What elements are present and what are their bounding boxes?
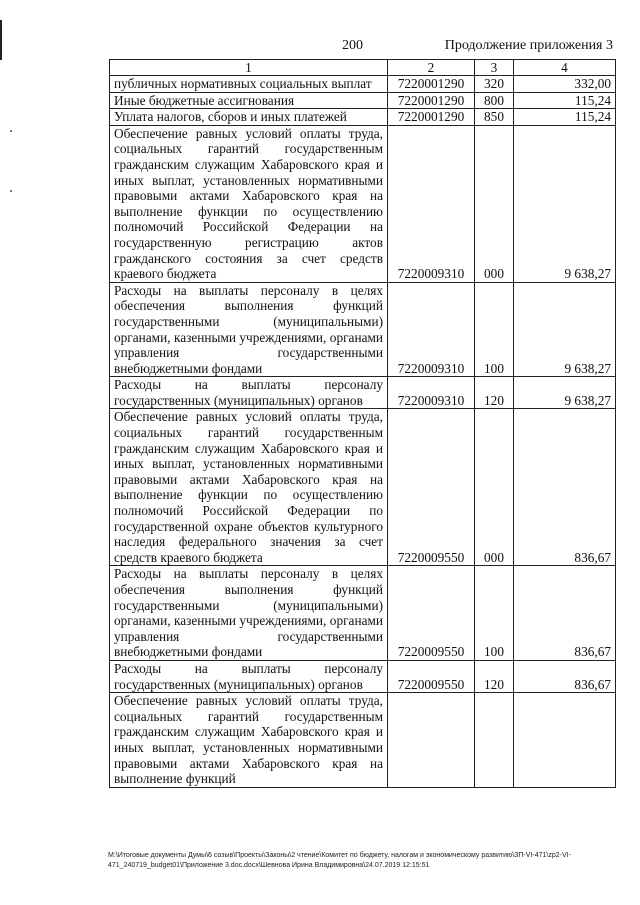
column-header: 2 — [388, 60, 475, 76]
scan-dot — [10, 190, 12, 192]
column-header: 4 — [514, 60, 616, 76]
target-code: 7220009550 — [388, 660, 475, 692]
amount — [514, 693, 616, 788]
expense-type-code: 850 — [475, 109, 514, 126]
expense-name: Расходы на выплаты персоналу в целях обеспечения выполнения функций государственными (муниципальными) органами, казенными учреждениями, органами управления государственными внебюджетными фондами — [110, 282, 388, 377]
amount: 9 638,27 — [514, 282, 616, 377]
target-code: 7220009310 — [388, 377, 475, 409]
table-row — [110, 125, 616, 282]
expense-type-code: 800 — [475, 92, 514, 109]
expense-name: Расходы на выплаты персоналу в целях обеспечения выполнения функций государственными (муниципальными) органами, казенными учреждениями, органами управления государственными внебюджетными фондами — [110, 566, 388, 661]
expense-type-code: 120 — [475, 377, 514, 409]
expense-name: Обеспечение равных условий оплаты труда, социальных гарантий государственным гражданским служащим Хабаровского края и иных выплат, установленных нормативными правовыми актами Хабаровского края на выполнение функции по осуществлению полномочий Российской Федерации на государственную регистрацию актов гражданского состояния за счет средств краевого бюджета — [110, 125, 388, 282]
expense-type-code: 000 — [475, 409, 514, 566]
table-row — [110, 693, 616, 788]
table-row — [110, 660, 616, 692]
amount: 9 638,27 — [514, 125, 616, 282]
table-row — [110, 109, 616, 126]
expense-type-code: 100 — [475, 282, 514, 377]
target-code — [388, 693, 475, 788]
table-row — [110, 409, 616, 566]
expense-name: Обеспечение равных условий оплаты труда, социальных гарантий государственным гражданским служащим Хабаровского края и иных выплат, установленных нормативными правовыми актами Хабаровского края на выполнение функций — [110, 693, 388, 788]
file-path-line: M:\Итоговые документы Думы\6 созыв\Проекты\Законы\2 чтение\Комитет по бюджету, налогам и экономическому развитию\ЗП-VI-471\zp2-VI- — [108, 852, 571, 859]
page-header — [108, 28, 613, 52]
expense-type-code: 320 — [475, 76, 514, 93]
appendix-continuation: Продолжение приложения 3 — [444, 38, 613, 53]
file-path-line: 471_240719_budget01\Приложение 3.doc.docx\Шевнова Ирина Владимировна\24.07.2019 12:15:51 — [108, 862, 430, 869]
scan-dot — [10, 130, 12, 132]
amount: 115,24 — [514, 109, 616, 126]
table-row — [110, 92, 616, 109]
expense-type-code: 120 — [475, 660, 514, 692]
expense-name: публичных нормативных социальных выплат — [110, 76, 388, 93]
page-number: 200 — [342, 38, 363, 53]
amount: 332,00 — [514, 76, 616, 93]
expense-name: Расходы на выплаты персоналу государственных (муниципальных) органов — [110, 377, 388, 409]
amount: 115,24 — [514, 92, 616, 109]
amount: 9 638,27 — [514, 377, 616, 409]
table-row — [110, 566, 616, 661]
target-code: 7220001290 — [388, 109, 475, 126]
expense-name: Расходы на выплаты персоналу государственных (муниципальных) органов — [110, 660, 388, 692]
table-row — [110, 282, 616, 377]
table-row — [110, 76, 616, 93]
target-code: 7220001290 — [388, 92, 475, 109]
target-code: 7220009310 — [388, 125, 475, 282]
amount: 836,67 — [514, 566, 616, 661]
expense-type-code: 100 — [475, 566, 514, 661]
expense-name: Уплата налогов, сборов и иных платежей — [110, 109, 388, 126]
file-path-footer — [108, 851, 618, 871]
target-code: 7220001290 — [388, 76, 475, 93]
table-row — [110, 377, 616, 409]
target-code: 7220009550 — [388, 409, 475, 566]
expense-type-code: 000 — [475, 125, 514, 282]
amount: 836,67 — [514, 409, 616, 566]
amount: 836,67 — [514, 660, 616, 692]
binding-edge-mark — [0, 20, 2, 60]
target-code: 7220009310 — [388, 282, 475, 377]
column-header: 1 — [110, 60, 388, 76]
budget-table — [109, 59, 616, 788]
target-code: 7220009550 — [388, 566, 475, 661]
expense-type-code — [475, 693, 514, 788]
expense-name: Иные бюджетные ассигнования — [110, 92, 388, 109]
column-header: 3 — [475, 60, 514, 76]
table-header-row — [110, 60, 616, 76]
expense-name: Обеспечение равных условий оплаты труда, социальных гарантий государственным гражданским служащим Хабаровского края и иных выплат, установленных нормативными правовыми актами Хабаровского края на выполнение функции по осуществлению полномочий Российской Федерации по государственной охране объектов культурного наследия федерального значения за счет средств краевого бюджета — [110, 409, 388, 566]
